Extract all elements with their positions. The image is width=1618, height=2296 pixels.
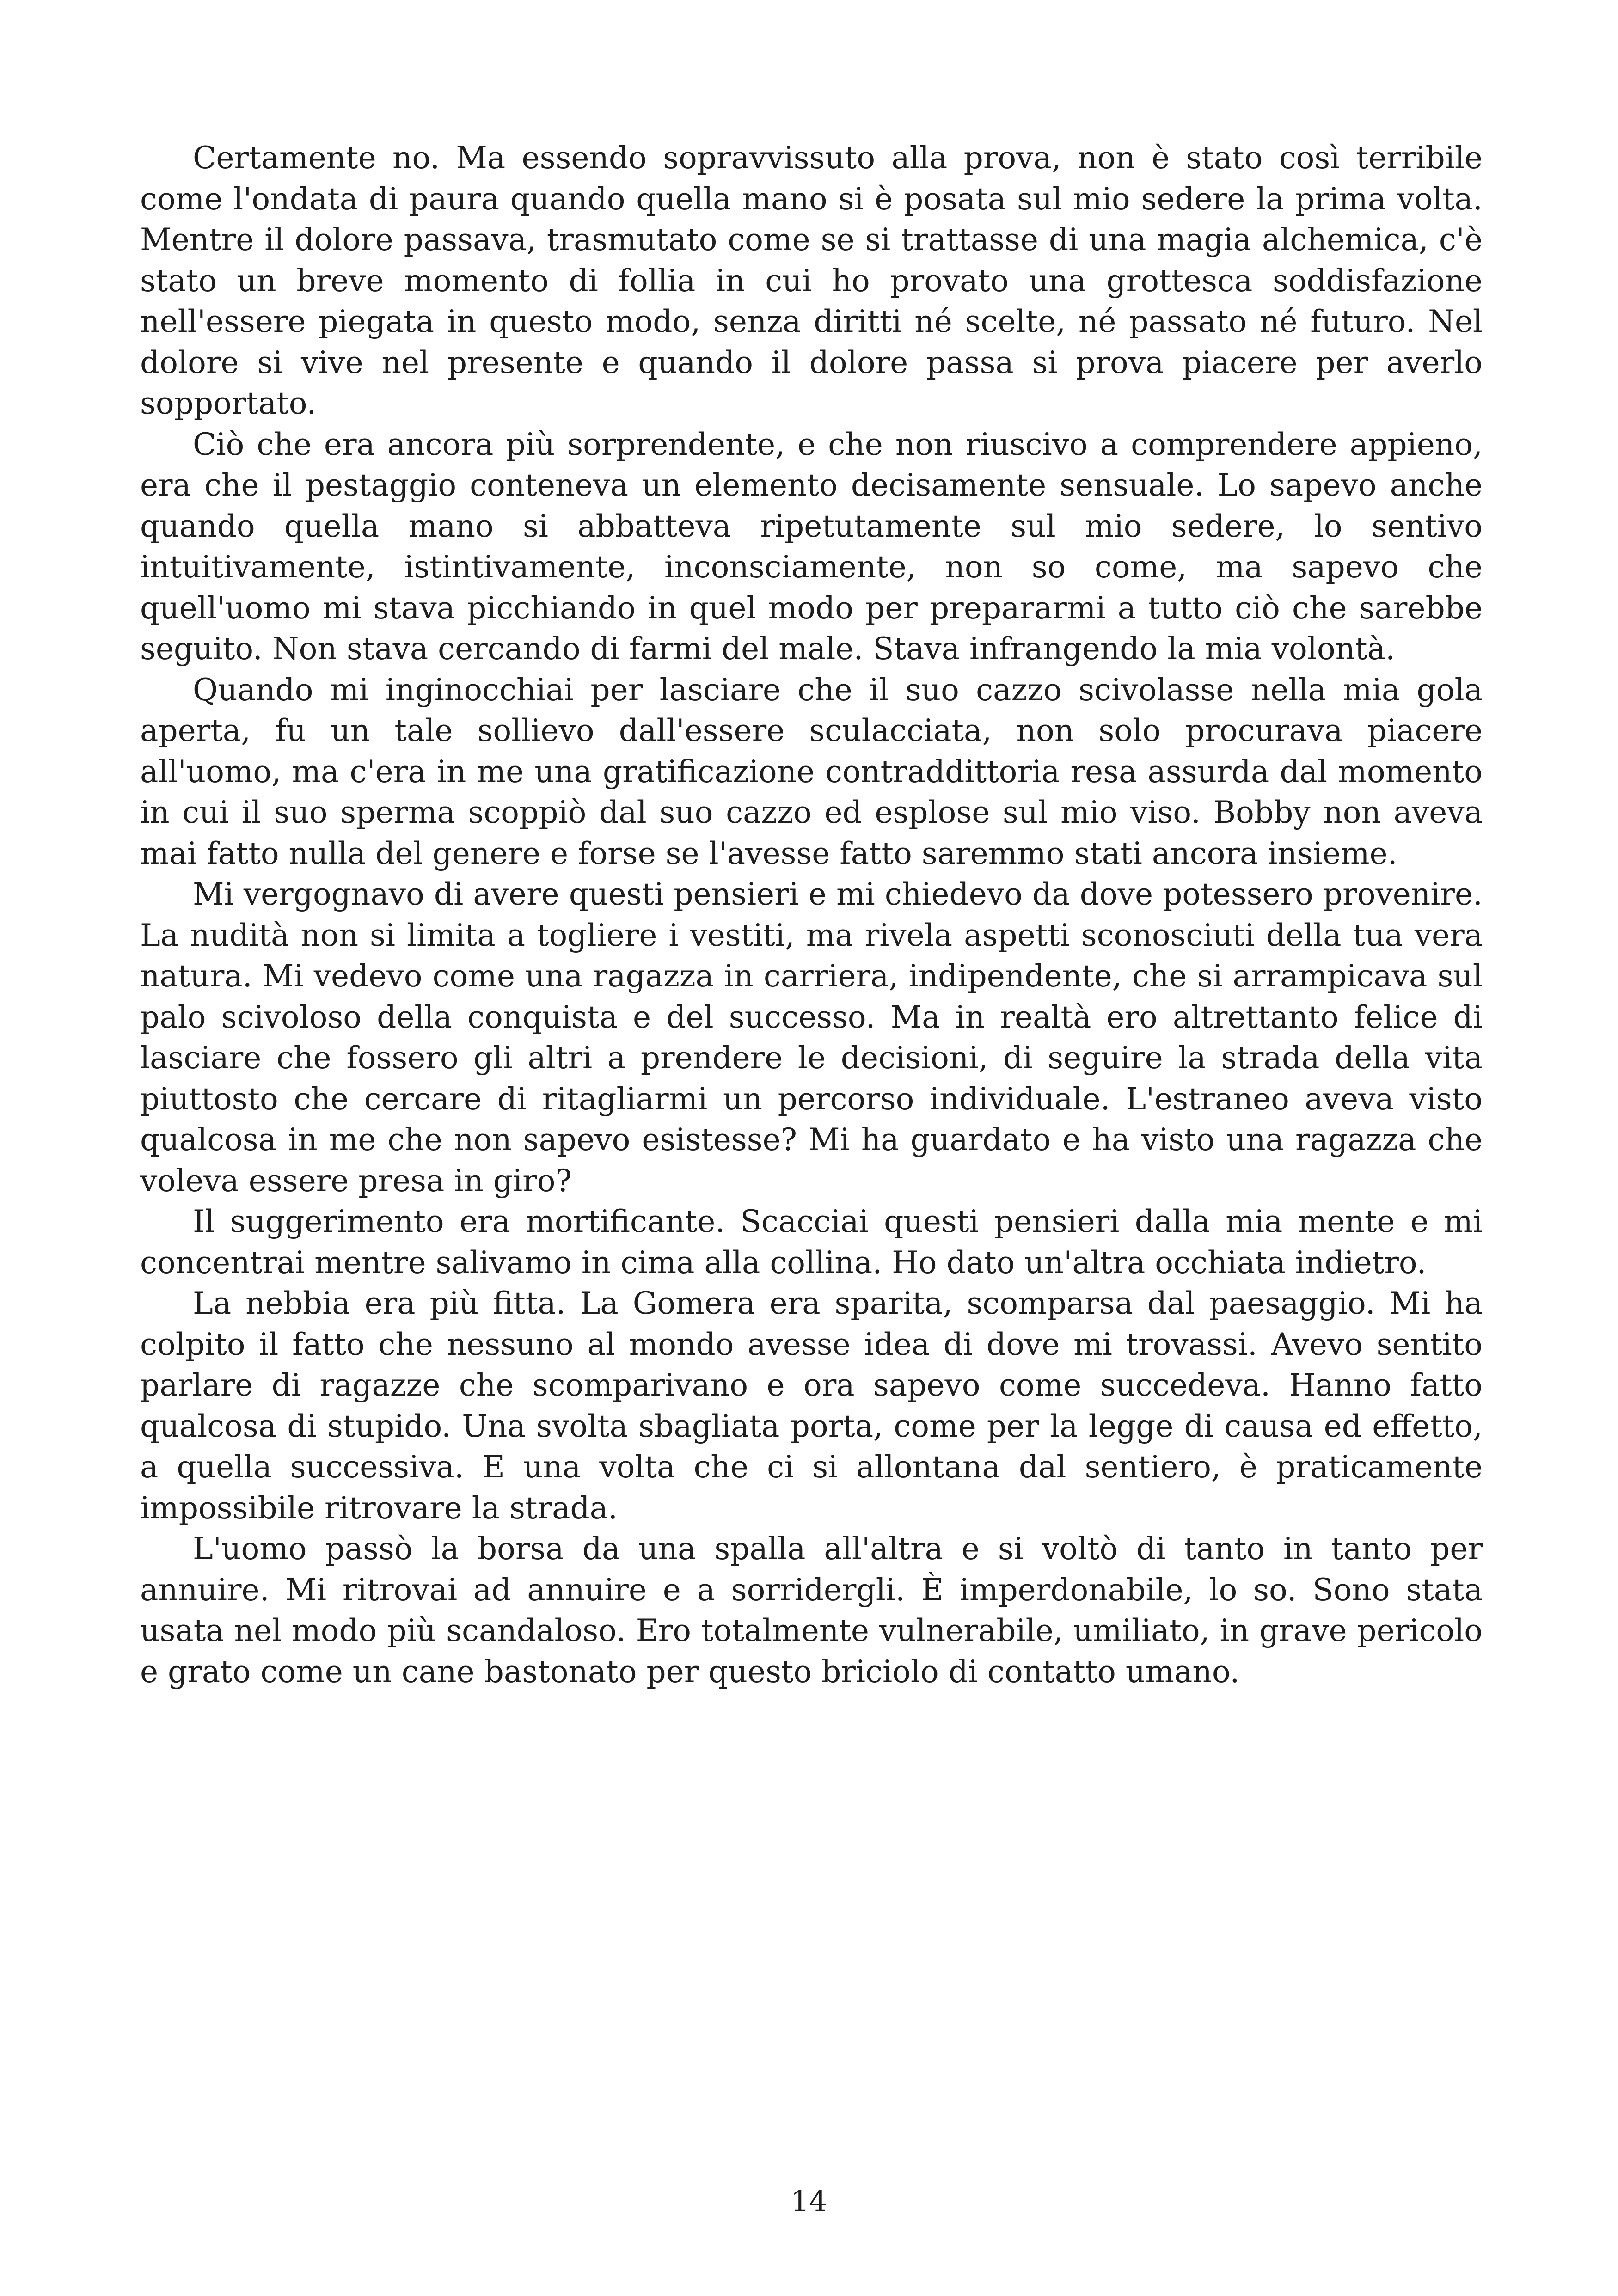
paragraph-7: L'uomo passò la borsa da una spalla all'altra e si voltò di tanto in tanto per annuire. Mi ritrovai ad annuire e a sorridergli. È imperdonabile, lo so. Sono stata usata nel modo più scandaloso. Ero totalmente vulnerabile, umiliato, in grave pericolo e grato come un cane bastonato per questo briciolo di contatto umano. (140, 1531, 1483, 1690)
paragraph-2: Ciò che era ancora più sorprendente, e che non riuscivo a comprendere appieno, era che il pestaggio conteneva un elemento decisamente sensuale. Lo sapevo anche quando quella mano si abbatteva ripetutamente sul mio sedere, lo sentivo intuitivamente, istintivamente, inconsciamente, non so come, ma sapevo che quell'uomo mi stava picchiando in quel modo per prepararmi a tutto ciò che sarebbe seguito. Non stava cercando di farmi del male. Stava infrangendo la mia volontà. (140, 426, 1483, 667)
paragraph-5: Il suggerimento era mortificante. Scacciai questi pensieri dalla mia mente e mi concentrai mentre salivamo in cima alla collina. Ho dato un'altra occhiata indietro. (140, 1204, 1483, 1280)
body-text (140, 138, 1483, 1692)
paragraph-6: La nebbia era più fitta. La Gomera era sparita, scomparsa dal paesaggio. Mi ha colpito il fatto che nessuno al mondo avesse idea di dove mi trovassi. Avevo sentito parlare di ragazze che scomparivano e ora sapevo come succedeva. Hanno fatto qualcosa di stupido. Una svolta sbagliata porta, come per la legge di causa ed effetto, a quella successiva. E una volta che ci si allontana dal sentiero, è praticamente impossibile ritrovare la strada. (140, 1286, 1483, 1526)
paragraph-1: Certamente no. Ma essendo sopravvissuto alla prova, non è stato così terribile come l'ondata di paura quando quella mano si è posata sul mio sedere la prima volta. Mentre il dolore passava, trasmutato come se si trattasse di una magia alchemica, c'è stato un breve momento di follia in cui ho provato una grottesca soddisfazione nell'essere piegata in questo modo, senza diritti né scelte, né passato né futuro. Nel dolore si vive nel presente e quando il dolore passa si prova piacere per averlo sopportato. (140, 140, 1483, 421)
page-number: 14 (791, 2184, 827, 2218)
paragraph-3: Quando mi inginocchiai per lasciare che il suo cazzo scivolasse nella mia gola aperta, fu un tale sollievo dall'essere sculacciata, non solo procurava piacere all'uomo, ma c'era in me una gratificazione contraddittoria resa assurda dal momento in cui il suo sperma scoppiò dal suo cazzo ed esplose sul mio viso. Bobby non aveva mai fatto nulla del genere e forse se l'avesse fatto saremmo stati ancora insieme. (140, 672, 1483, 871)
paragraph-4: Mi vergognavo di avere questi pensieri e mi chiedevo da dove potessero provenire. La nudità non si limita a togliere i vestiti, ma rivela aspetti sconosciuti della tua vera natura. Mi vedevo come una ragazza in carriera, indipendente, che si arrampicava sul palo scivoloso della conquista e del successo. Ma in realtà ero altrettanto felice di lasciare che fossero gli altri a prendere le decisioni, di seguire la strada della vita piuttosto che cercare di ritagliarmi un percorso individuale. L'estraneo aveva visto qualcosa in me che non sapevo esistesse? Mi ha guardato e ha visto una ragazza che voleva essere presa in giro? (140, 876, 1483, 1199)
